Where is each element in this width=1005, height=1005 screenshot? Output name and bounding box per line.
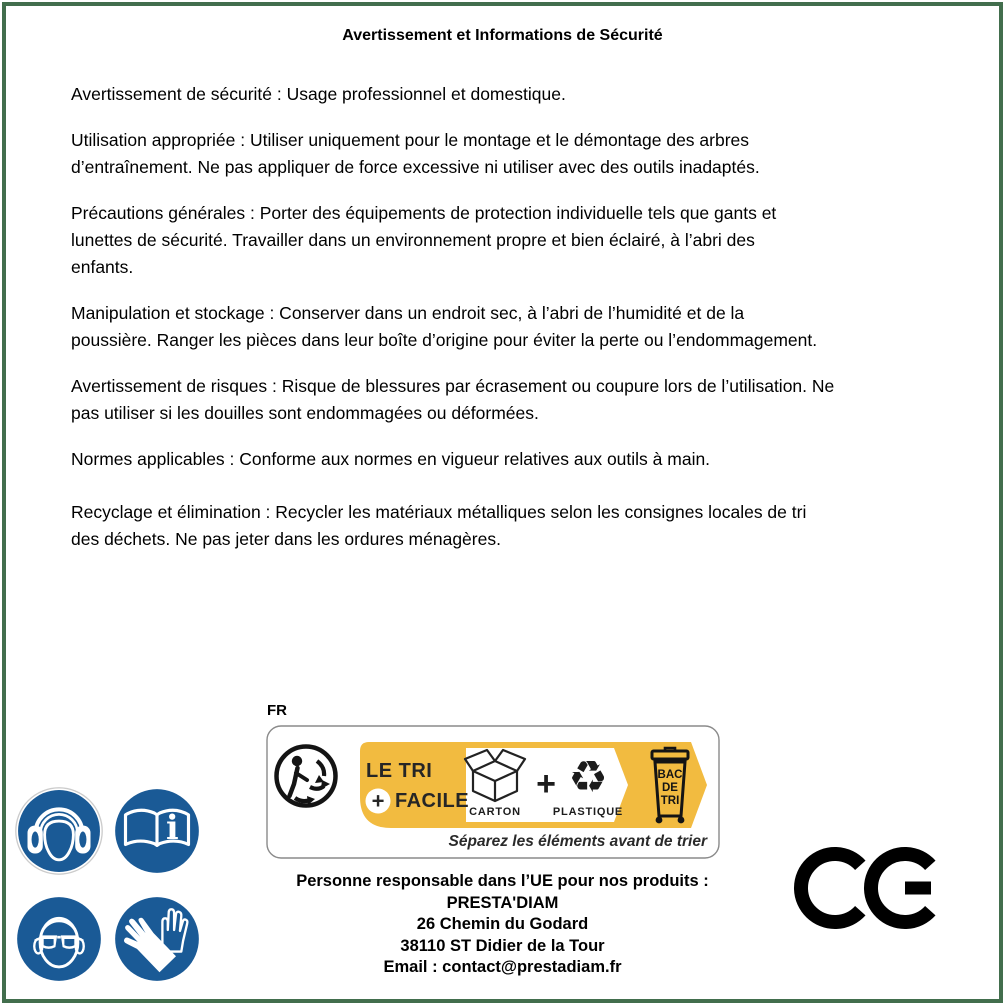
text-line: Recyclage et élimination : Recycler les matériaux métalliques selon les consignes locales de tri: [71, 502, 807, 522]
text-line: enfants.: [71, 257, 134, 277]
text-line: des déchets. Ne pas jeter dans les ordures ménagères.: [71, 529, 501, 549]
svg-text:DE: DE: [662, 782, 678, 794]
text-line: poussière. Ranger les pièces dans leur boîte d’origine pour éviter la perte ou l’endommagement.: [71, 330, 818, 350]
paragraph-security-warning: [71, 81, 961, 108]
svg-text:BAC: BAC: [657, 769, 683, 781]
read-manual-icon: [112, 786, 202, 876]
text-line: Manipulation et stockage : Conserver dans un endroit sec, à l’abri de l’humidité et de la: [71, 303, 745, 323]
paragraph-applicable-standards: [71, 446, 961, 473]
paragraph-proper-use: [71, 127, 961, 181]
text-line: Avertissement de sécurité : Usage professionnel et domestique.: [71, 84, 566, 104]
address-street: 26 Chemin du Godard: [416, 915, 589, 934]
svg-text:CARTON: CARTON: [469, 806, 521, 818]
ce-marking-icon: [793, 836, 943, 941]
company-name: PRESTA'DIAM: [446, 893, 559, 912]
responsible-intro: Personne responsable dans l’UE pour nos produits :: [296, 872, 709, 890]
info-tri-recycling-label: [266, 725, 720, 859]
text-line: Normes applicables : Conforme aux normes en vigueur relatives aux outils à main.: [71, 449, 711, 469]
recycle-triangle-icon: ♻: [568, 752, 608, 803]
svg-text:TRI: TRI: [660, 795, 680, 807]
svg-text:PLASTIQUE: PLASTIQUE: [552, 806, 624, 818]
svg-text:+: +: [371, 788, 385, 814]
svg-text:LE TRI: LE TRI: [366, 760, 433, 782]
fr-country-code: FR: [267, 702, 287, 719]
text-line: Utilisation appropriée : Utiliser uniquement pour le montage et le démontage des arbres: [71, 130, 750, 150]
svg-text:i: i: [165, 808, 179, 848]
ear-protection-icon: [14, 786, 104, 876]
text-line: Avertissement de risques : Risque de blessures par écrasement ou coupure lors de l’utilisation. Ne: [71, 376, 835, 396]
address-city: 38110 ST Didier de la Tour: [400, 936, 605, 955]
paragraph-recycling-disposal: [71, 499, 961, 553]
text-line: lunettes de sécurité. Travailler dans un environnement propre et bien éclairé, à l’abri des: [71, 230, 755, 250]
text-line: d’entraînement. Ne pas appliquer de force excessive ni utiliser avec des outils inadaptés.: [71, 157, 760, 177]
gloves-icon: [112, 894, 202, 984]
svg-text:Séparez les éléments avant de: Séparez les éléments avant de trier: [448, 833, 707, 850]
paragraph-risk-warning: [71, 373, 961, 427]
safety-text-body: [71, 81, 961, 572]
paragraph-general-precautions: [71, 200, 961, 281]
eye-protection-icon: [14, 894, 104, 984]
svg-text:FACILE: FACILE: [395, 790, 470, 812]
text-line: pas utiliser si les douilles sont endommagées ou déformées.: [71, 403, 539, 423]
text-line: Précautions générales : Porter des équipements de protection individuelle tels que gants et: [71, 203, 777, 223]
page-title: Avertissement et Informations de Sécurité: [342, 27, 663, 44]
eu-responsible-block: [250, 871, 755, 979]
svg-text:+: +: [536, 765, 556, 803]
paragraph-handling-storage: [71, 300, 961, 354]
contact-email: Email : contact@prestadiam.fr: [383, 958, 622, 977]
